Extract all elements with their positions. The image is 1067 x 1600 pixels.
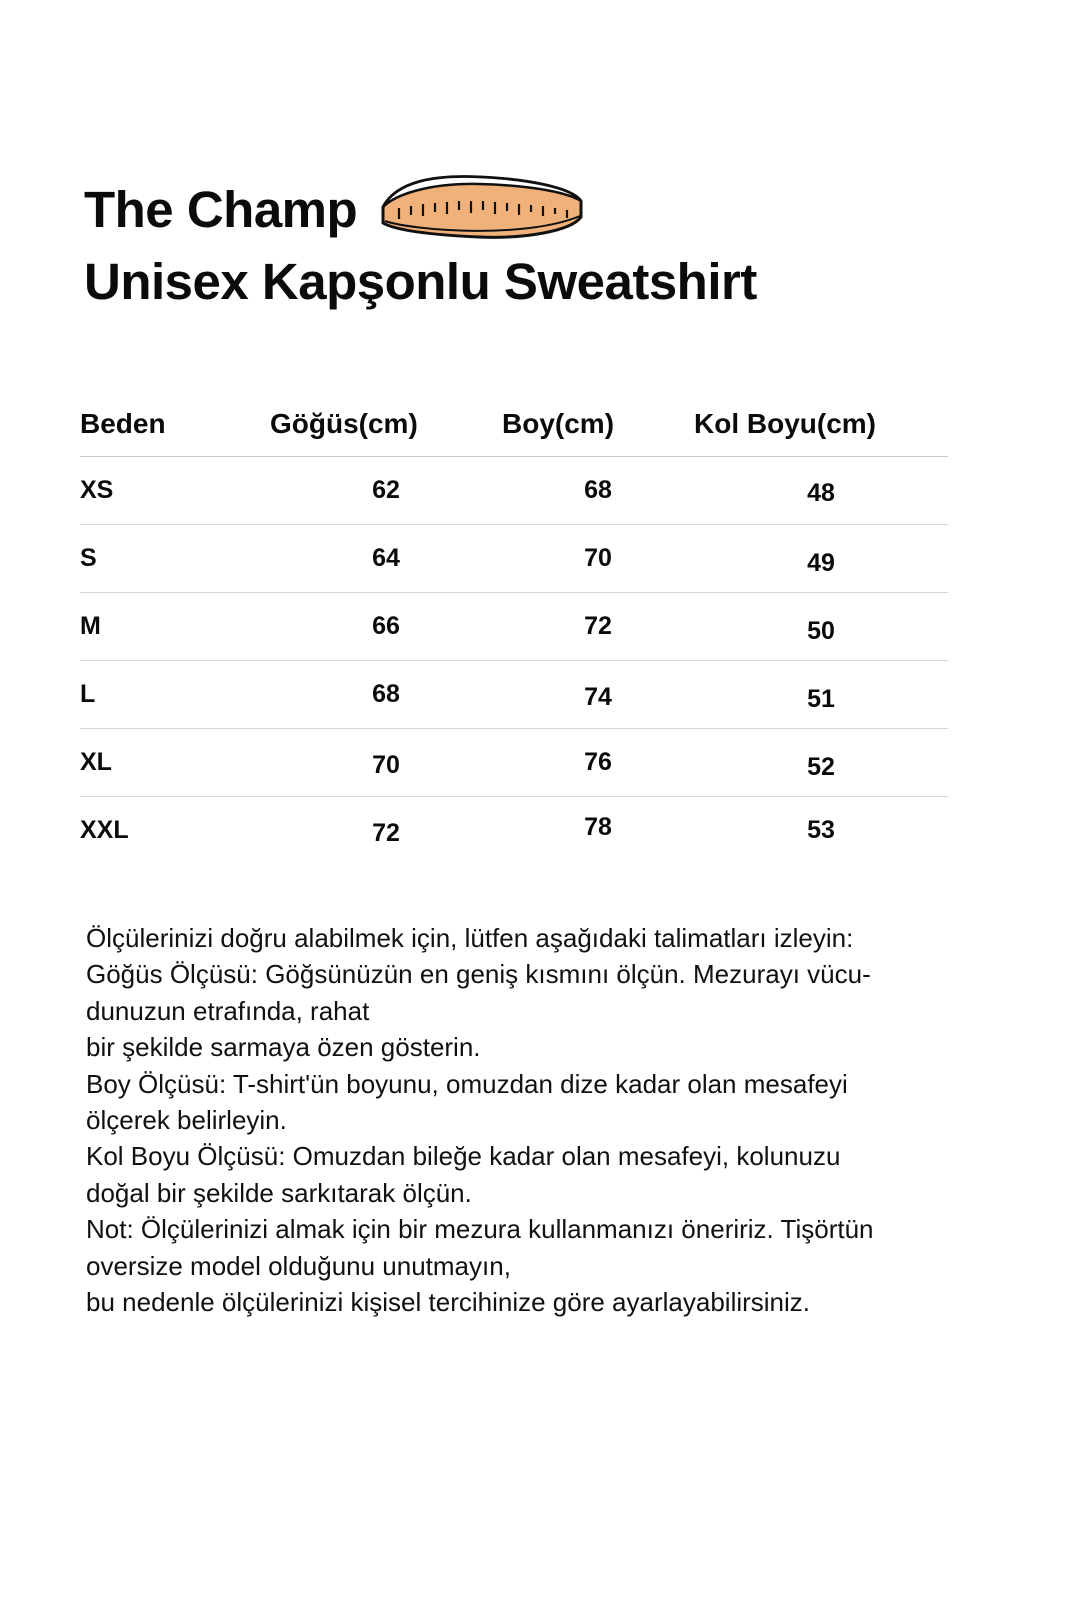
cell-chest: 68 xyxy=(270,661,502,729)
cell-length: 74 xyxy=(502,664,694,732)
instruction-line: Boy Ölçüsü: T-shirt'ün boyunu, omuzdan dize kadar olan mesafeyi xyxy=(86,1068,848,1099)
instruction-line: dunuzun etrafında, rahat xyxy=(86,995,370,1026)
instruction-line: bu nedenle ölçülerinizi kişisel tercihinize göre ayarlayabilirsiniz. xyxy=(86,1286,811,1317)
cell-sleeve: 48 xyxy=(694,460,948,528)
instruction-line: Göğüs Ölçüsü: Göğsünüzün en geniş kısmını ölçün. Mezurayı vücu- xyxy=(86,959,871,990)
cell-size: XXL xyxy=(80,816,129,844)
cell-size: XS xyxy=(80,457,270,525)
cell-sleeve: 53 xyxy=(807,816,835,844)
table-row xyxy=(80,457,948,525)
table-row xyxy=(80,593,948,661)
brand-title: The Champ xyxy=(84,180,358,238)
title-first-line xyxy=(84,178,984,240)
column-header-beden: Beden xyxy=(80,408,166,439)
cell-length: 78 xyxy=(584,813,612,841)
cell-length: 72 xyxy=(502,593,694,661)
cell-sleeve: 49 xyxy=(694,530,948,598)
cell-chest: 66 xyxy=(270,593,502,661)
instruction-line: Ölçülerinizi doğru alabilmek için, lütfen aşağıdaki talimatları izleyin: xyxy=(86,923,854,953)
cell-size: L xyxy=(80,661,270,729)
instruction-line: bir şekilde sarmaya özen gösterin. xyxy=(86,1032,481,1063)
cell-length: 76 xyxy=(502,729,694,797)
cell-length: 68 xyxy=(502,457,694,525)
table-header-row xyxy=(80,408,948,457)
cell-size: XL xyxy=(80,729,270,797)
instruction-line: ölçerek belirleyin. xyxy=(86,1104,287,1135)
instruction-line: Kol Boyu Ölçüsü: Omuzdan bileğe kadar olan mesafeyi, kolunuzu xyxy=(86,1141,841,1172)
cell-size: S xyxy=(80,525,270,593)
instruction-line: oversize model olduğunu unutmayın, xyxy=(86,1250,511,1281)
cell-sleeve: 50 xyxy=(694,598,948,666)
cell-chest: 70 xyxy=(270,732,502,800)
cell-chest: 72 xyxy=(372,819,400,847)
column-header-gogus: Göğüs(cm) xyxy=(270,408,418,439)
cell-length: 70 xyxy=(502,525,694,593)
instruction-line: doğal bir şekilde sarkıtarak ölçün. xyxy=(86,1177,472,1208)
instruction-line: Not: Ölçülerinizi almak için bir mezura kullanmanızı öneririz. Tişörtün xyxy=(86,1214,874,1245)
measurement-instructions xyxy=(86,920,966,1320)
measuring-tape-icon xyxy=(375,173,587,241)
column-header-boy: Boy(cm) xyxy=(502,408,615,439)
table-row xyxy=(80,661,948,729)
product-title: Unisex Kapşonlu Sweatshirt xyxy=(84,253,757,310)
column-header-kol: Kol Boyu(cm) xyxy=(694,408,876,439)
cell-chest: 62 xyxy=(270,457,502,525)
cell-sleeve: 51 xyxy=(694,666,948,734)
cell-chest: 64 xyxy=(270,525,502,593)
table-row xyxy=(80,729,948,797)
table-row xyxy=(80,797,948,865)
cell-sleeve: 52 xyxy=(694,734,948,802)
size-chart-table xyxy=(80,408,948,864)
cell-size: M xyxy=(80,593,270,661)
table-row xyxy=(80,525,948,593)
page-title xyxy=(84,178,984,310)
